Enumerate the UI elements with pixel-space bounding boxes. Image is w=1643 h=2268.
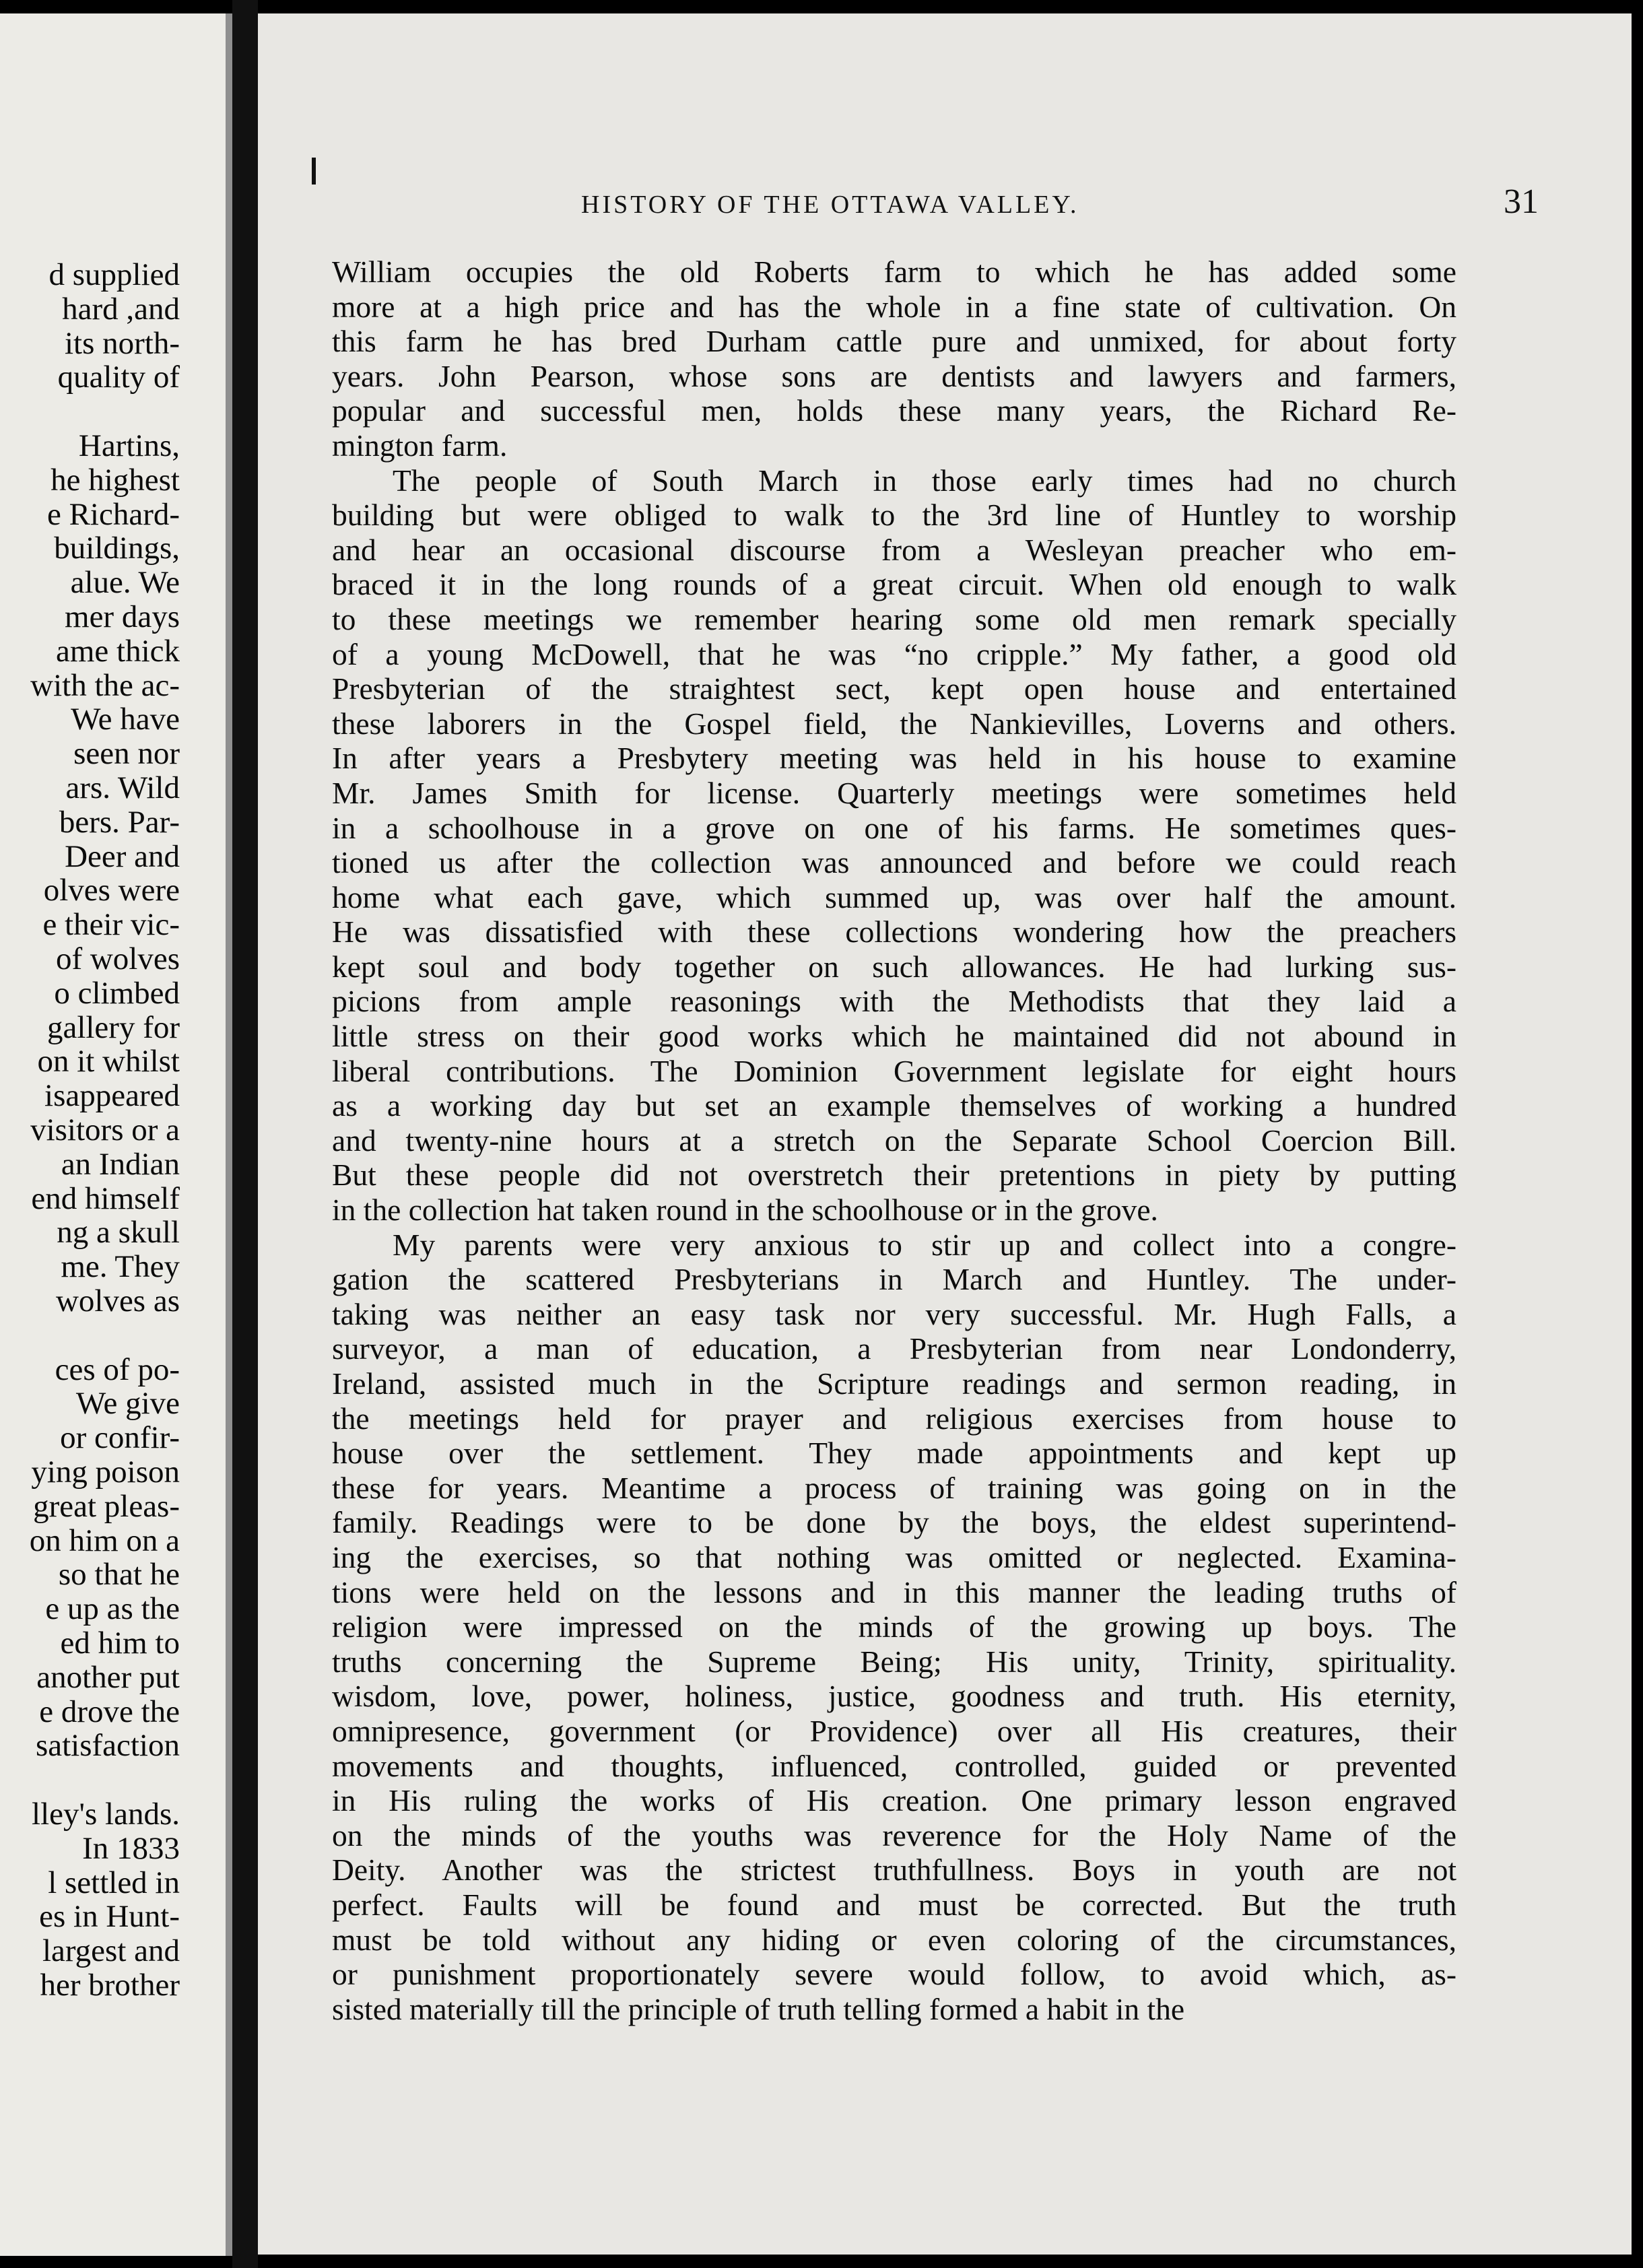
facing-page-line: mer days [65,599,180,634]
facing-page-line: wolves as [55,1283,180,1319]
facing-page-line: ces of po- [55,1352,180,1387]
facing-page-line: largest and [42,1933,180,1969]
text-line: truths concerning the Supreme Being; His unity, Trinity, spirituality. [332,1644,1456,1679]
text-line: this farm he has bred Durham cattle pure and unmixed, for about forty [332,324,1456,359]
text-line: more at a high price and has the whole in a fine state of cultivation. On [332,289,1456,324]
text-line: must be told without any hiding or even coloring of the circumstances, [332,1922,1456,1957]
text-line: religion were impressed on the minds of the growing up boys. The [332,1609,1456,1644]
text-line: in a schoolhouse in a grove on one of his farms. He sometimes ques- [332,810,1456,845]
text-line: on the minds of the youths was reverence for the Holy Name of the [332,1817,1456,1853]
facing-page-line: alue. We [70,565,180,601]
text-line: and hear an occasional discourse from a Wesleyan preacher who em- [332,532,1456,567]
paragraph [332,1228,1456,2027]
text-line: family. Readings were to be done by the boys, the eldest superintend- [332,1505,1456,1540]
text-line: He was dissatisfied with these collections wondering how the preachers [332,914,1456,949]
text-line: of a young McDowell, that he was “no cripple.” My father, a good old [332,636,1456,671]
facing-page-line: her brother [40,1968,180,2003]
facing-page-line: l settled in [48,1865,180,1900]
facing-page-line: lley's lands. [32,1797,180,1832]
text-line: wisdom, love, power, holiness, justice, goodness and truth. His eternity, [332,1679,1456,1714]
facing-page-line: Hartins, [78,428,180,463]
text-line: Mr. James Smith for license. Quarterly meetings were sometimes held [332,775,1456,810]
facing-page-line: visitors or a [30,1112,180,1147]
facing-page-line: ame thick [55,633,180,669]
facing-page-line: hard ,and [62,291,180,327]
facing-page-line: end himself [31,1180,180,1216]
text-line: In after years a Presbytery meeting was held in his house to examine [332,741,1456,776]
text-line: picions from ample reasonings with the Methodists that they laid a [332,984,1456,1019]
text-line: tions were held on the lessons and in this manner the leading truths of [332,1574,1456,1609]
facing-page-line: We have [71,702,180,737]
text-line: Deity. Another was the strictest truthfullness. Boys in youth are not [332,1853,1456,1888]
text-line: The people of South March in those early times had no church [393,463,1456,498]
facing-page-line: of wolves [55,941,180,976]
facing-page-line: gallery for [46,1009,180,1045]
paragraph [332,255,1456,463]
body-text [332,255,1456,2026]
text-line: William occupies the old Roberts farm to which he has added some [332,255,1456,289]
text-line: sisted materially till the principle of truth telling formed a habit in the [332,1991,1185,2026]
facing-page [0,13,226,2256]
facing-page-line: e drove the [39,1694,180,1729]
facing-page-line: o climbed [54,975,180,1011]
facing-page-line: d supplied [48,257,180,292]
facing-page-line: ying poison [31,1455,180,1490]
text-line: surveyor, a man of education, a Presbyterian from near Londonderry, [332,1331,1456,1366]
facing-page-line: ng a skull [57,1215,180,1250]
text-line: these laborers in the Gospel field, the Nankievilles, Loverns and others. [332,706,1456,741]
facing-page-line: with the ac- [30,667,180,703]
facing-page-line: on it whilst [37,1044,180,1079]
facing-page-line: another put [36,1659,180,1695]
text-line: liberal contributions. The Dominion Government legislate for eight hours [332,1053,1456,1088]
text-line: building but were obliged to walk to the 3rd line of Huntley to worship [332,498,1456,533]
text-line: home what each gave, which summed up, was over half the amount. [332,879,1456,914]
facing-page-line: he highest [51,462,180,498]
text-line: in the collection hat taken round in the schoolhouse or in the grove. [332,1193,1158,1228]
book-spine [232,0,258,2268]
facing-page-line: quality of [57,360,180,395]
text-line: and twenty-nine hours at a stretch on the Separate School Coercion Bill. [332,1123,1456,1158]
facing-page-line: its north- [64,325,180,361]
text-line: to these meetings we remember hearing some old men remark specially [332,601,1456,636]
facing-page-line: buildings, [54,531,180,566]
text-line: ing the exercises, so that nothing was omitted or neglected. Examina- [332,1539,1456,1574]
text-line: But these people did not overstretch their pretentions in piety by putting [332,1158,1456,1193]
facing-page-line: e Richard- [46,496,180,532]
margin-mark [312,158,316,185]
text-line: little stress on their good works which he maintained did not abound in [332,1019,1456,1054]
facing-page-line: on him on a [29,1523,180,1558]
facing-page-line: ars. Wild [65,770,180,805]
text-line: gation the scattered Presbyterians in March and Huntley. The under- [332,1262,1456,1297]
text-line: Ireland, assisted much in the Scripture readings and sermon reading, in [332,1366,1456,1401]
facing-page-line: ed him to [60,1626,180,1661]
text-line: taking was neither an easy task nor very successful. Mr. Hugh Falls, a [332,1296,1456,1331]
running-head: HISTORY OF THE OTTAWA VALLEY. [581,191,1079,219]
text-line: Presbyterian of the straightest sect, kept open house and entertained [332,671,1456,706]
facing-page-line: great pleas- [33,1488,180,1524]
facing-page-line: es in Hunt- [39,1899,180,1935]
text-line: omnipresence, government (or Providence) over all His creatures, their [332,1713,1456,1748]
text-line: as a working day but set an example themselves of working a hundred [332,1088,1456,1123]
facing-page-line: In 1833 [82,1830,180,1866]
facing-page-line: or confir- [60,1420,180,1456]
facing-page-line: We give [75,1386,180,1422]
facing-page-line: e their vic- [42,907,180,943]
text-line: or punishment proportionately severe would follow, to avoid which, as- [332,1957,1456,1992]
text-line: in His ruling the works of His creation. One primary lesson engraved [332,1783,1456,1818]
facing-page-line: Deer and [65,838,180,874]
facing-page-line: bers. Par- [59,804,180,840]
text-line: house over the settlement. They made appointments and kept up [332,1436,1456,1471]
facing-page-line: so that he [58,1557,180,1593]
facing-page-line: e up as the [45,1591,180,1627]
facing-page-line: me. They [61,1249,180,1285]
text-line: movements and thoughts, influenced, controlled, guided or prevented [332,1748,1456,1783]
facing-page-line: satisfaction [35,1728,180,1764]
text-line: kept soul and body together on such allowances. He had lurking sus- [332,949,1456,984]
text-line: mington farm. [332,428,508,463]
text-line: My parents were very anxious to stir up and collect into a congre- [393,1227,1456,1262]
facing-page-line: an Indian [61,1146,180,1182]
facing-page-line: isappeared [44,1078,180,1114]
facing-page-line: seen nor [73,736,180,772]
paragraph [332,463,1456,1228]
text-line: popular and successful men, holds these many years, the Richard Re- [332,393,1456,428]
text-line: these for years. Meantime a process of training was going on in the [332,1470,1456,1505]
main-page [258,13,1632,2255]
facing-page-line: olves were [43,873,180,908]
text-line: tioned us after the collection was announced and before we could reach [332,845,1456,880]
text-line: the meetings held for prayer and religious exercises from house to [332,1401,1456,1436]
text-line: years. John Pearson, whose sons are dentists and lawyers and farmers, [332,358,1456,393]
text-line: braced it in the long rounds of a great circuit. When old enough to walk [332,567,1456,602]
page-number: 31 [1504,182,1539,221]
text-line: perfect. Faults will be found and must be corrected. But the truth [332,1887,1456,1922]
